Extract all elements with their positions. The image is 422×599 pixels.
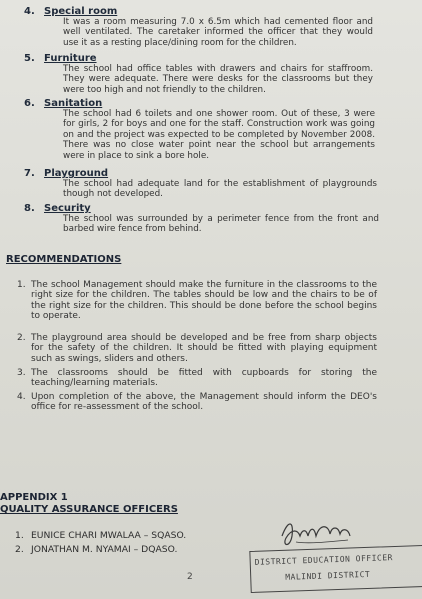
item-8-number: 8. — [24, 203, 35, 214]
item-6-number: 6. — [24, 98, 35, 109]
recommendation-number: 3. — [17, 368, 26, 378]
item-4-heading: Special room — [44, 6, 118, 17]
recommendation-item — [17, 368, 381, 392]
officer-1-name: EUNICE CHARI MWALAA – SQASO. — [31, 530, 187, 541]
recommendation-text: The school Management should make the furniture in the classrooms to the right size for the children. The tables should be low and the chairs to be of the right size for the children. This should be done before the school begins to operate. — [31, 280, 377, 322]
recommendation-number: 1. — [17, 280, 26, 290]
item-7-text: The school had adequate land for the establishment of playgrounds though not developed. — [63, 179, 377, 200]
officer-2-number: 2. — [15, 544, 24, 555]
district-office-stamp — [249, 545, 422, 593]
item-8-text: The school was surrounded by a perimeter fence from the front and barbed wire fence from behind. — [63, 214, 379, 235]
recommendation-text: The playground area should be developed and be free from sharp objects for the safety of the children. It should be fitted with playing equipment such as swings, sliders and others. — [31, 333, 377, 364]
appendix-title: APPENDIX 1 — [0, 492, 68, 503]
item-5-number: 5. — [24, 53, 35, 64]
item-7-number: 7. — [24, 168, 35, 179]
appendix-subtitle: QUALITY ASSURANCE OFFICERS — [0, 504, 178, 515]
page-number: 2 — [187, 572, 193, 582]
recommendation-text: The classrooms should be fitted with cupboards for storing the teaching/learning materials. — [31, 368, 377, 389]
item-4-text: It was a room measuring 7.0 x 6.5m which had cemented floor and well ventilated. The caretaker informed the officer that they would use it as a resting place/dining room for the children. — [63, 17, 373, 48]
item-6-text: The school had 6 toilets and one shower room. Out of these, 3 were for girls, 2 for boys and one for the staff. Construction work was going on and the project was expected to be completed by November 2008. There was no close water point near the school but arrangements were in place to sink a bore hole. — [63, 109, 375, 161]
officer-1-number: 1. — [15, 530, 24, 541]
stamp-line-2: MALINDI DISTRICT — [285, 569, 371, 582]
item-8-heading: Security — [44, 203, 91, 214]
recommendation-text: Upon completion of the above, the Management should inform the DEO's office for re-assessment of the school. — [31, 392, 377, 413]
item-6-heading: Sanitation — [44, 98, 103, 109]
recommendation-item — [17, 280, 381, 330]
recommendation-item — [17, 333, 381, 369]
officer-2-name: JONATHAN M. NYAMAI – DQASO. — [31, 544, 178, 555]
recommendation-number: 2. — [17, 333, 26, 343]
recommendation-item — [17, 392, 381, 416]
item-4-number: 4. — [24, 6, 35, 17]
item-5-text: The school had office tables with drawers and chairs for staffroom. They were adequate. There were desks for the classrooms but they were too high and not friendly to the children. — [63, 64, 373, 95]
recommendation-number: 4. — [17, 392, 26, 402]
stamp-line-1: DISTRICT EDUCATION OFFICER — [254, 553, 394, 567]
recommendations-title: RECOMMENDATIONS — [6, 254, 122, 265]
signature-image — [278, 514, 358, 552]
item-5-heading: Furniture — [44, 53, 97, 64]
item-7-heading: Playground — [44, 168, 109, 179]
